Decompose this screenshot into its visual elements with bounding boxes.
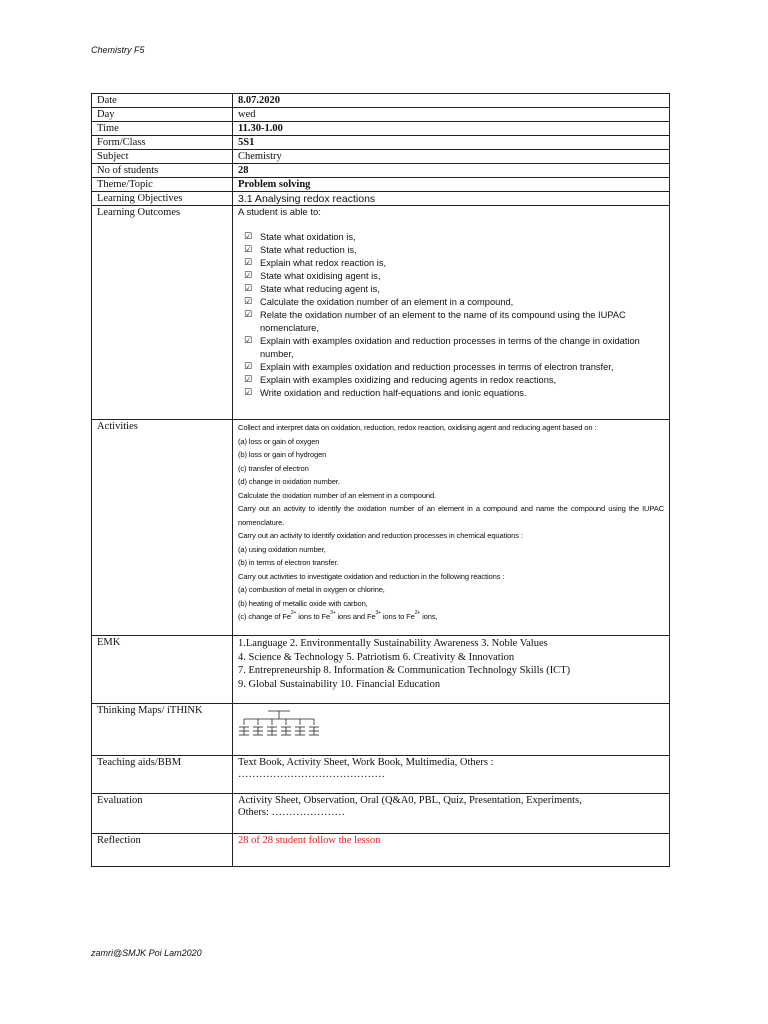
label-aids: Teaching aids/BBM [92, 756, 233, 794]
tree-map-icon [238, 707, 322, 743]
outcome-text: Explain with examples oxidation and reduction processes in terms of the change in oxidation number, [260, 336, 640, 359]
activity-line: (b) in terms of electron transfer. [238, 558, 339, 567]
checkbox-checked-icon: ☑ [244, 388, 253, 398]
emk-line: 9. Global Sustainability 10. Financial Education [238, 678, 441, 690]
value-theme: Problem solving [233, 178, 670, 192]
value-activities [233, 420, 670, 636]
value-time: 11.30-1.00 [233, 122, 670, 136]
row-activities [92, 420, 670, 636]
label-students: No of students [92, 164, 233, 178]
label-outcomes: Learning Outcomes [92, 206, 233, 420]
value-day: wed [233, 108, 670, 122]
outcome-item [244, 283, 664, 296]
row-form [92, 136, 670, 150]
value-students: 28 [233, 164, 670, 178]
checkbox-checked-icon: ☑ [244, 258, 253, 268]
outcomes-intro: A student is able to: [238, 207, 321, 218]
label-activities: Activities [92, 420, 233, 636]
value-thinking [233, 704, 670, 756]
label-objectives: Learning Objectives [92, 192, 233, 206]
checkbox-checked-icon: ☑ [244, 375, 253, 385]
activity-line: (c) transfer of electron [238, 463, 309, 473]
value-form: 5S1 [233, 136, 670, 150]
outcome-text: Relate the oxidation number of an element to the name of its compound using the IUPAC nomenclature, [260, 310, 626, 333]
activity-line: (b) heating of metallic oxide with carbon, [238, 598, 368, 608]
emk-line: 4. Science & Technology 5. Patriotism 6. Creativity & Innovation [238, 651, 515, 663]
label-emk: EMK [92, 636, 233, 704]
activity-line: Calculate the oxidation number of an element in a compound. [238, 490, 436, 500]
outcome-item [244, 296, 664, 309]
aids-line-2: …………………………………… [238, 769, 385, 780]
row-time [92, 122, 670, 136]
label-day: Day [92, 108, 233, 122]
emk-line: 7. Entrepreneurship 8. Information & Communication Technology Skills (ICT) [238, 665, 571, 676]
row-theme [92, 178, 670, 192]
value-emk [233, 636, 670, 704]
outcome-text: Explain what redox reaction is, [260, 258, 387, 268]
outcome-text: State what reduction is, [260, 245, 357, 255]
row-subject [92, 150, 670, 164]
value-reflection: 28 of 28 student follow the lesson [233, 834, 670, 867]
checkbox-checked-icon: ☑ [244, 284, 253, 294]
activity-line-last: (c) change of $Fe^{2+}$ ions to $Fe^{3+}$ ions and $Fe^{3+}$ ions to $Fe^{2+}$ ions, [238, 610, 438, 621]
label-form: Form/Class [92, 136, 233, 150]
checkbox-checked-icon: ☑ [244, 310, 253, 320]
outcome-item [244, 361, 664, 374]
outcome-item [244, 335, 664, 361]
checkbox-checked-icon: ☑ [244, 271, 253, 281]
aids-line-1: Text Book, Activity Sheet, Work Book, Multimedia, Others : [238, 757, 494, 768]
label-reflection: Reflection [92, 834, 233, 867]
checkbox-checked-icon: ☑ [244, 245, 253, 255]
outcome-text: State what reducing agent is, [260, 284, 380, 294]
value-evaluation [233, 794, 670, 834]
row-date [92, 94, 670, 108]
page-footer: zamri@SMJK Poi Lam2020 [91, 948, 202, 958]
label-theme: Theme/Topic [92, 178, 233, 192]
label-evaluation: Evaluation [92, 794, 233, 834]
row-reflection [92, 834, 670, 867]
outcome-text: Write oxidation and reduction half-equations and ionic equations. [260, 388, 527, 398]
outcome-item [244, 374, 664, 387]
row-evaluation [92, 794, 670, 834]
activity-line: (a) combustion of metal in oxygen or chlorine, [238, 585, 385, 594]
checkbox-checked-icon: ☑ [244, 232, 253, 242]
checkbox-checked-icon: ☑ [244, 297, 253, 307]
activity-line: Carry out an activity to identify oxidation and reduction processes in chemical equations : [238, 531, 523, 540]
row-aids [92, 756, 670, 794]
outcome-item [244, 387, 664, 400]
lesson-plan-table [91, 93, 670, 867]
outcome-item [244, 309, 664, 335]
value-objectives: 3.1 Analysing redox reactions [233, 192, 670, 206]
label-thinking: Thinking Maps/ iTHINK [92, 704, 233, 756]
label-time: Time [92, 122, 233, 136]
activity-line: Carry out activities to investigate oxidation and reduction in the following reactions : [238, 571, 505, 581]
evaluation-line-1: Activity Sheet, Observation, Oral (Q&A0, PBL, Quiz, Presentation, Experiments, [238, 795, 582, 806]
outcome-text: Calculate the oxidation number of an element in a compound, [260, 297, 514, 307]
row-emk [92, 636, 670, 704]
outcome-text: State what oxidising agent is, [260, 271, 381, 281]
activity-line: (d) change in oxidation number. [238, 477, 340, 486]
outcome-text: State what oxidation is, [260, 232, 356, 242]
checkbox-checked-icon: ☑ [244, 336, 253, 346]
label-date: Date [92, 94, 233, 108]
outcome-text: Explain with examples oxidation and reduction processes in terms of electron transfer, [260, 362, 614, 372]
outcome-text: Explain with examples oxidizing and reducing agents in redox reactions, [260, 375, 557, 385]
value-aids [233, 756, 670, 794]
outcome-item [244, 244, 664, 257]
emk-line: 1.Language 2. Environmentally Sustainability Awareness 3. Noble Values [238, 638, 548, 649]
row-objectives [92, 192, 670, 206]
activity-line: (b) loss or gain of hydrogen [238, 450, 327, 459]
outcome-item [244, 231, 664, 244]
outcome-item [244, 270, 664, 283]
value-subject: Chemistry [233, 150, 670, 164]
row-students [92, 164, 670, 178]
outcomes-list [238, 231, 664, 400]
row-thinking [92, 704, 670, 756]
outcome-item [244, 257, 664, 270]
row-day [92, 108, 670, 122]
activity-line: (a) loss or gain of oxygen [238, 436, 320, 446]
value-outcomes [233, 206, 670, 420]
activity-line: Carry out an activity to identify the oxidation number of an element in a compound and name the compound using the IUPAC nomenclature. [238, 504, 664, 527]
evaluation-line-2: Others: ………………… [238, 807, 346, 818]
checkbox-checked-icon: ☑ [244, 362, 253, 372]
value-date: 8.07.2020 [233, 94, 670, 108]
page-header: Chemistry F5 [91, 45, 145, 55]
label-subject: Subject [92, 150, 233, 164]
activity-line: Collect and interpret data on oxidation, reduction, redox reaction, oxidising agent and reducing agent based on : [238, 423, 597, 432]
activities-list [238, 421, 664, 610]
activity-line: (a) using oxidation number, [238, 544, 326, 554]
row-outcomes [92, 206, 670, 420]
